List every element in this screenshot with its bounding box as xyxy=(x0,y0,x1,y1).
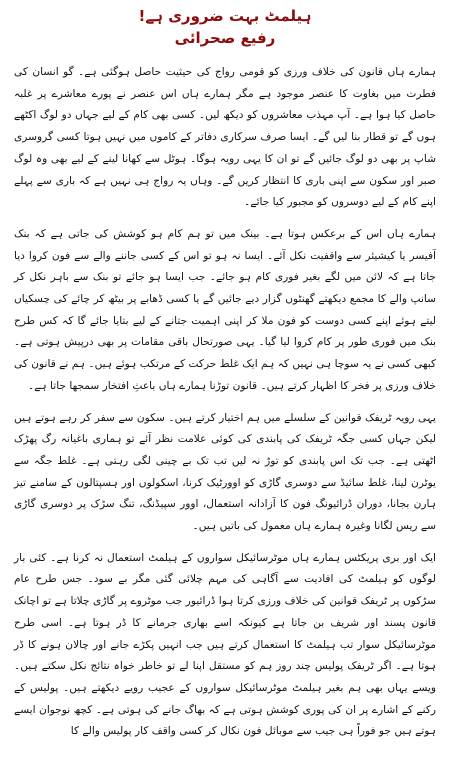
article-paragraph-4: ایک اور بری پریکٹس ہمارے ہاں موٹرسائیکل سواروں کے ہیلمٹ استعمال نہ کرنا ہے۔ کئی بار لوگوں کو ہیلمٹ کی افادیت سے آگاہی کی مہم چلائی گئی مگر بے سود۔ جس طرح عام سڑکوں پر ٹریفک قوانین کی خلاف ورزی کرتا ہوا ڈرائیور جب موٹروے پر گاڑی چلاتا ہے تو اچانک قانون پسند اور شریف بن جاتا ہے کیونکہ اسے بھاری جرمانے کا ڈر ہوتا ہے۔ اسی طرح موٹرسائیکل سوار تب ہیلمٹ کا استعمال کرتے ہیں جب انہیں پکڑے جانے اور چالان ہونے کا ڈر ہوتا ہے۔ اگر ٹریفک پولیس چند روز ہم کو مستقل اپنا لے تو خاطر خواہ نتائج نکل سکتے ہیں۔ ویسے یہاں بھی ہم بغیر ہیلمٹ موٹرسائیکل سواروں کے عجیب رویے دیکھتے ہیں۔ پولیس کے رکنے کے اشارے پر ان کی پوری کوشش ہوتی ہے کہ بھاگ جانے کی ہوتی ہے۔ کچھ نوجوان ایسے ہوتے ہیں جو فوراً ہی جیب سے موبائل فون نکال کر کسی واقف کار پولیس والے کا xyxy=(14,551,436,738)
article-title: ہیلمٹ بہت ضروری ہے! xyxy=(138,7,312,25)
article-paragraph-2: ہمارے ہاں اس کے برعکس ہوتا ہے۔ بینک میں تو ہم کام ہو کوشش کی جاتی ہے کہ بنک آفیسر یا کیشیئر سے واقفیت نکل آئے۔ ایسا نہ ہو تو اس کے کسی جاننے والے سے فون کروا دیا جاتا ہے کہ لائن میں لگے بغیر فوری کام ہو جائے۔ جب ایسا ہو جائے تو بنک سے باہر نکل کر سانپ والے کا مجمع دیکھتے گھنٹوں گزار دیے جائیں گے یا کسی ڈھابے پر بیٹھ کر چائے کی چسکیاں لیتے ہوئے اپنے کسی دوست کو فون ملا کر اپنی اہمیت جتانے کے لیے بتایا جائے گا کہ کس طرح بنک میں فوری طور پر کام کروا لیا گیا۔ یہی صورتحال باقی مقامات پر بھی درپیش ہوتی ہے۔ کبھی کسی نے یہ سوچا ہی نہیں کہ ہم ایک غلط حرکت کے مرتکب ہوئے ہیں۔ ہم نے قانون کی خلاف ورزی پر فخر کا اظہار کرتے ہیں۔ قانون توڑنا ہمارے ہاں باعثِ افتخار سمجھا جاتا ہے۔ xyxy=(14,227,436,392)
article-paragraph-3: یہی رویہ ٹریفک قوانین کے سلسلے میں ہم اختیار کرتے ہیں۔ سکون سے سفر کر رہے ہوتے ہیں لیکن جہاں کسی جگہ ٹریفک کی پابندی کی کوئی علامت نظر آئے تو ہماری باغیانہ رگ پھڑک اٹھتی ہے۔ جب تک اس پابندی کو توڑ نہ لیں تب تک بے چینی لگی رہتی ہے۔ غلط جگہ سے یوٹرن لینا، غلط سائیڈ سے دوسری گاڑی کو اوورٹیک کرنا، اسکولوں اور ہسپتالوں کے سامنے تیز ہارن بجانا، دوران ڈرائیونگ فون کا آزادانہ استعمال، اوور سپیڈنگ، تنگ سڑک پر دوسری گاڑی سے ریس لگانا وغیرہ ہمارے ہاں معمول کی باتیں ہیں۔ xyxy=(14,411,436,533)
article-paragraph-1: ہمارے ہاں قانون کی خلاف ورزی کو قومی رواج کی حیثیت حاصل ہوگئی ہے۔ گو انسان کی فطرت میں بغاوت کا عنصر موجود ہے مگر ہمارے ہاں اس عنصر نے پورے معاشرے پر غلبہ حاصل کیا ہوا ہے۔ آپ مہذب معاشروں کو دیکھ لیں۔ کسی بھی کام کے لیے جہاں دو لوگ اکٹھے ہوں گے تو قطار بنا لیں گے۔ ایسا صرف سرکاری دفاتر کے کاموں میں نہیں ہوتا کسی گروسری شاپ پر بھی دو لوگ جائیں گے تو ان کا یہی رویہ ہوگا۔ ہوٹل سے کھانا لینے کے لیے بھی وہ لوگ صبر اور سکون سے اپنی باری کا انتظار کریں گے۔ وہاں یہ رواج ہی نہیں ہے کہ باری سے پہلے اپنے کام کے لیے دوسروں کو مجبور کیا جائے۔ xyxy=(14,66,436,209)
article-author: رفیع صحرائی xyxy=(174,29,276,47)
